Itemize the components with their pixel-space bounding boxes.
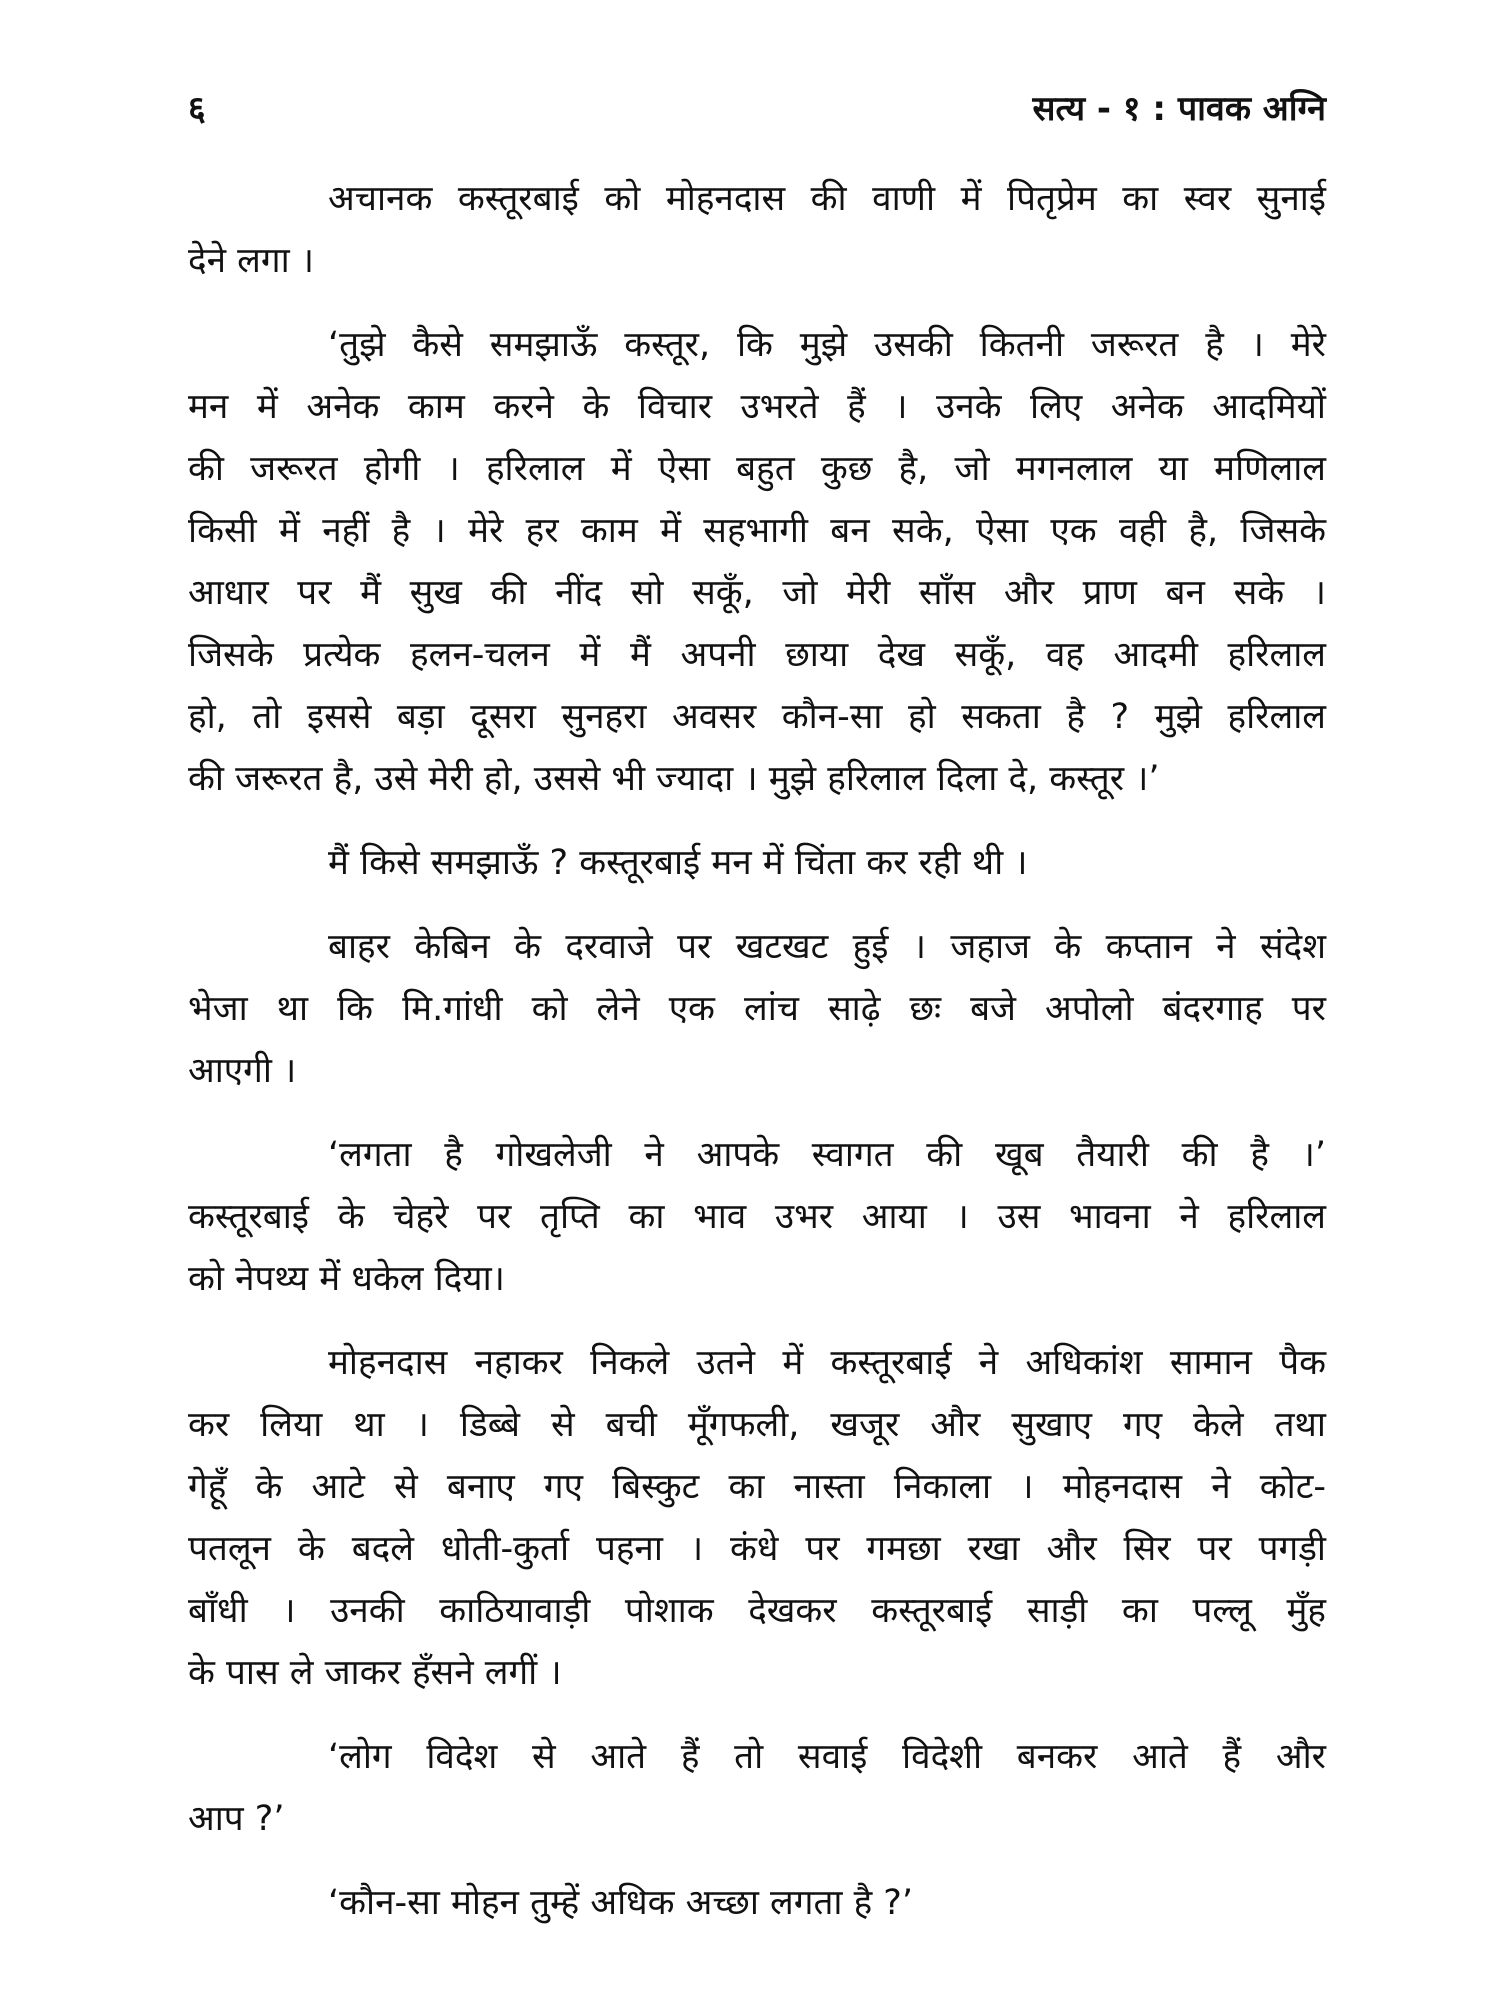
body-text [188,168,1326,1956]
text-line: मोहनदास नहाकर निकले उतने में कस्तूरबाई ने अधिकांश सामान पैक [328,1343,1326,1383]
page-header [188,84,1326,144]
text-line: बाहर केबिन के दरवाजे पर खटखट हुई । जहाज के कप्तान ने संदेश [328,927,1326,967]
text-line: के पास ले जाकर हँसने लगीं । [188,1653,562,1693]
paragraph [188,1332,1326,1704]
text-line: ‘कौन-सा मोहन तुम्हें अधिक अच्छा लगता है ?’ [328,1883,914,1923]
text-line: आएगी । [188,1051,297,1091]
page-number: ६ [188,89,206,129]
text-line: मैं किसे समझाऊँ ? कस्तूरबाई मन में चिंता कर रही थी । [328,843,1028,883]
paragraph [188,916,1326,1102]
text-line: गेहूँ के आटे से बनाए गए बिस्कुट का नास्ता निकाला । मोहनदास ने कोट- [188,1467,1326,1507]
paragraph [188,314,1326,810]
text-line: अचानक कस्तूरबाई को मोहनदास की वाणी में पितृप्रेम का स्वर सुनाई [328,179,1326,219]
text-line: की जरूरत होगी । हरिलाल में ऐसा बहुत कुछ है, जो मगनलाल या मणिलाल [188,449,1326,489]
text-line: को नेपथ्य में धकेल दिया। [188,1259,505,1299]
text-line: ‘लोग विदेश से आते हैं तो सवाई विदेशी बनकर आते हैं और [328,1737,1326,1777]
paragraph [188,1872,1326,1934]
running-title: सत्य - १ : पावक अग्नि [1032,89,1326,129]
text-line: की जरूरत है, उसे मेरी हो, उससे भी ज्यादा । मुझे हरिलाल दिला दे, कस्तूर ।’ [188,759,1160,799]
paragraph [188,1124,1326,1310]
text-line: आधार पर मैं सुख की नींद सो सकूँ, जो मेरी साँस और प्राण बन सके । [188,573,1326,613]
paragraph [188,1726,1326,1850]
text-line: पतलून के बदले धोती-कुर्ता पहना । कंधे पर गमछा रखा और सिर पर पगड़ी [188,1529,1326,1569]
text-line: ‘तुझे कैसे समझाऊँ कस्तूर, कि मुझे उसकी कितनी जरूरत है । मेरे [328,325,1326,365]
paragraph [188,168,1326,292]
text-line: जिसके प्रत्येक हलन-चलन में मैं अपनी छाया देख सकूँ, वह आदमी हरिलाल [188,635,1326,675]
text-line: बाँधी । उनकी काठियावाड़ी पोशाक देखकर कस्तूरबाई साड़ी का पल्लू मुँह [188,1591,1326,1631]
text-line: कस्तूरबाई के चेहरे पर तृप्ति का भाव उभर आया । उस भावना ने हरिलाल [188,1197,1326,1237]
text-line: कर लिया था । डिब्बे से बची मूँगफली, खजूर और सुखाए गए केले तथा [188,1405,1326,1445]
text-line: आप ?’ [188,1799,285,1839]
text-line: किसी में नहीं है । मेरे हर काम में सहभागी बन सके, ऐसा एक वही है, जिसके [188,511,1326,551]
text-line: भेजा था कि मि.गांधी को लेने एक लांच साढ़े छः बजे अपोलो बंदरगाह पर [188,989,1326,1029]
paragraph [188,832,1326,894]
text-line: ‘लगता है गोखलेजी ने आपके स्वागत की खूब तैयारी की है ।’ [328,1135,1326,1175]
text-line: देने लगा । [188,241,315,281]
text-line: हो, तो इससे बड़ा दूसरा सुनहरा अवसर कौन-सा हो सकता है ? मुझे हरिलाल [188,697,1326,737]
text-line: मन में अनेक काम करने के विचार उभरते हैं । उनके लिए अनेक आदमियों [188,387,1326,427]
